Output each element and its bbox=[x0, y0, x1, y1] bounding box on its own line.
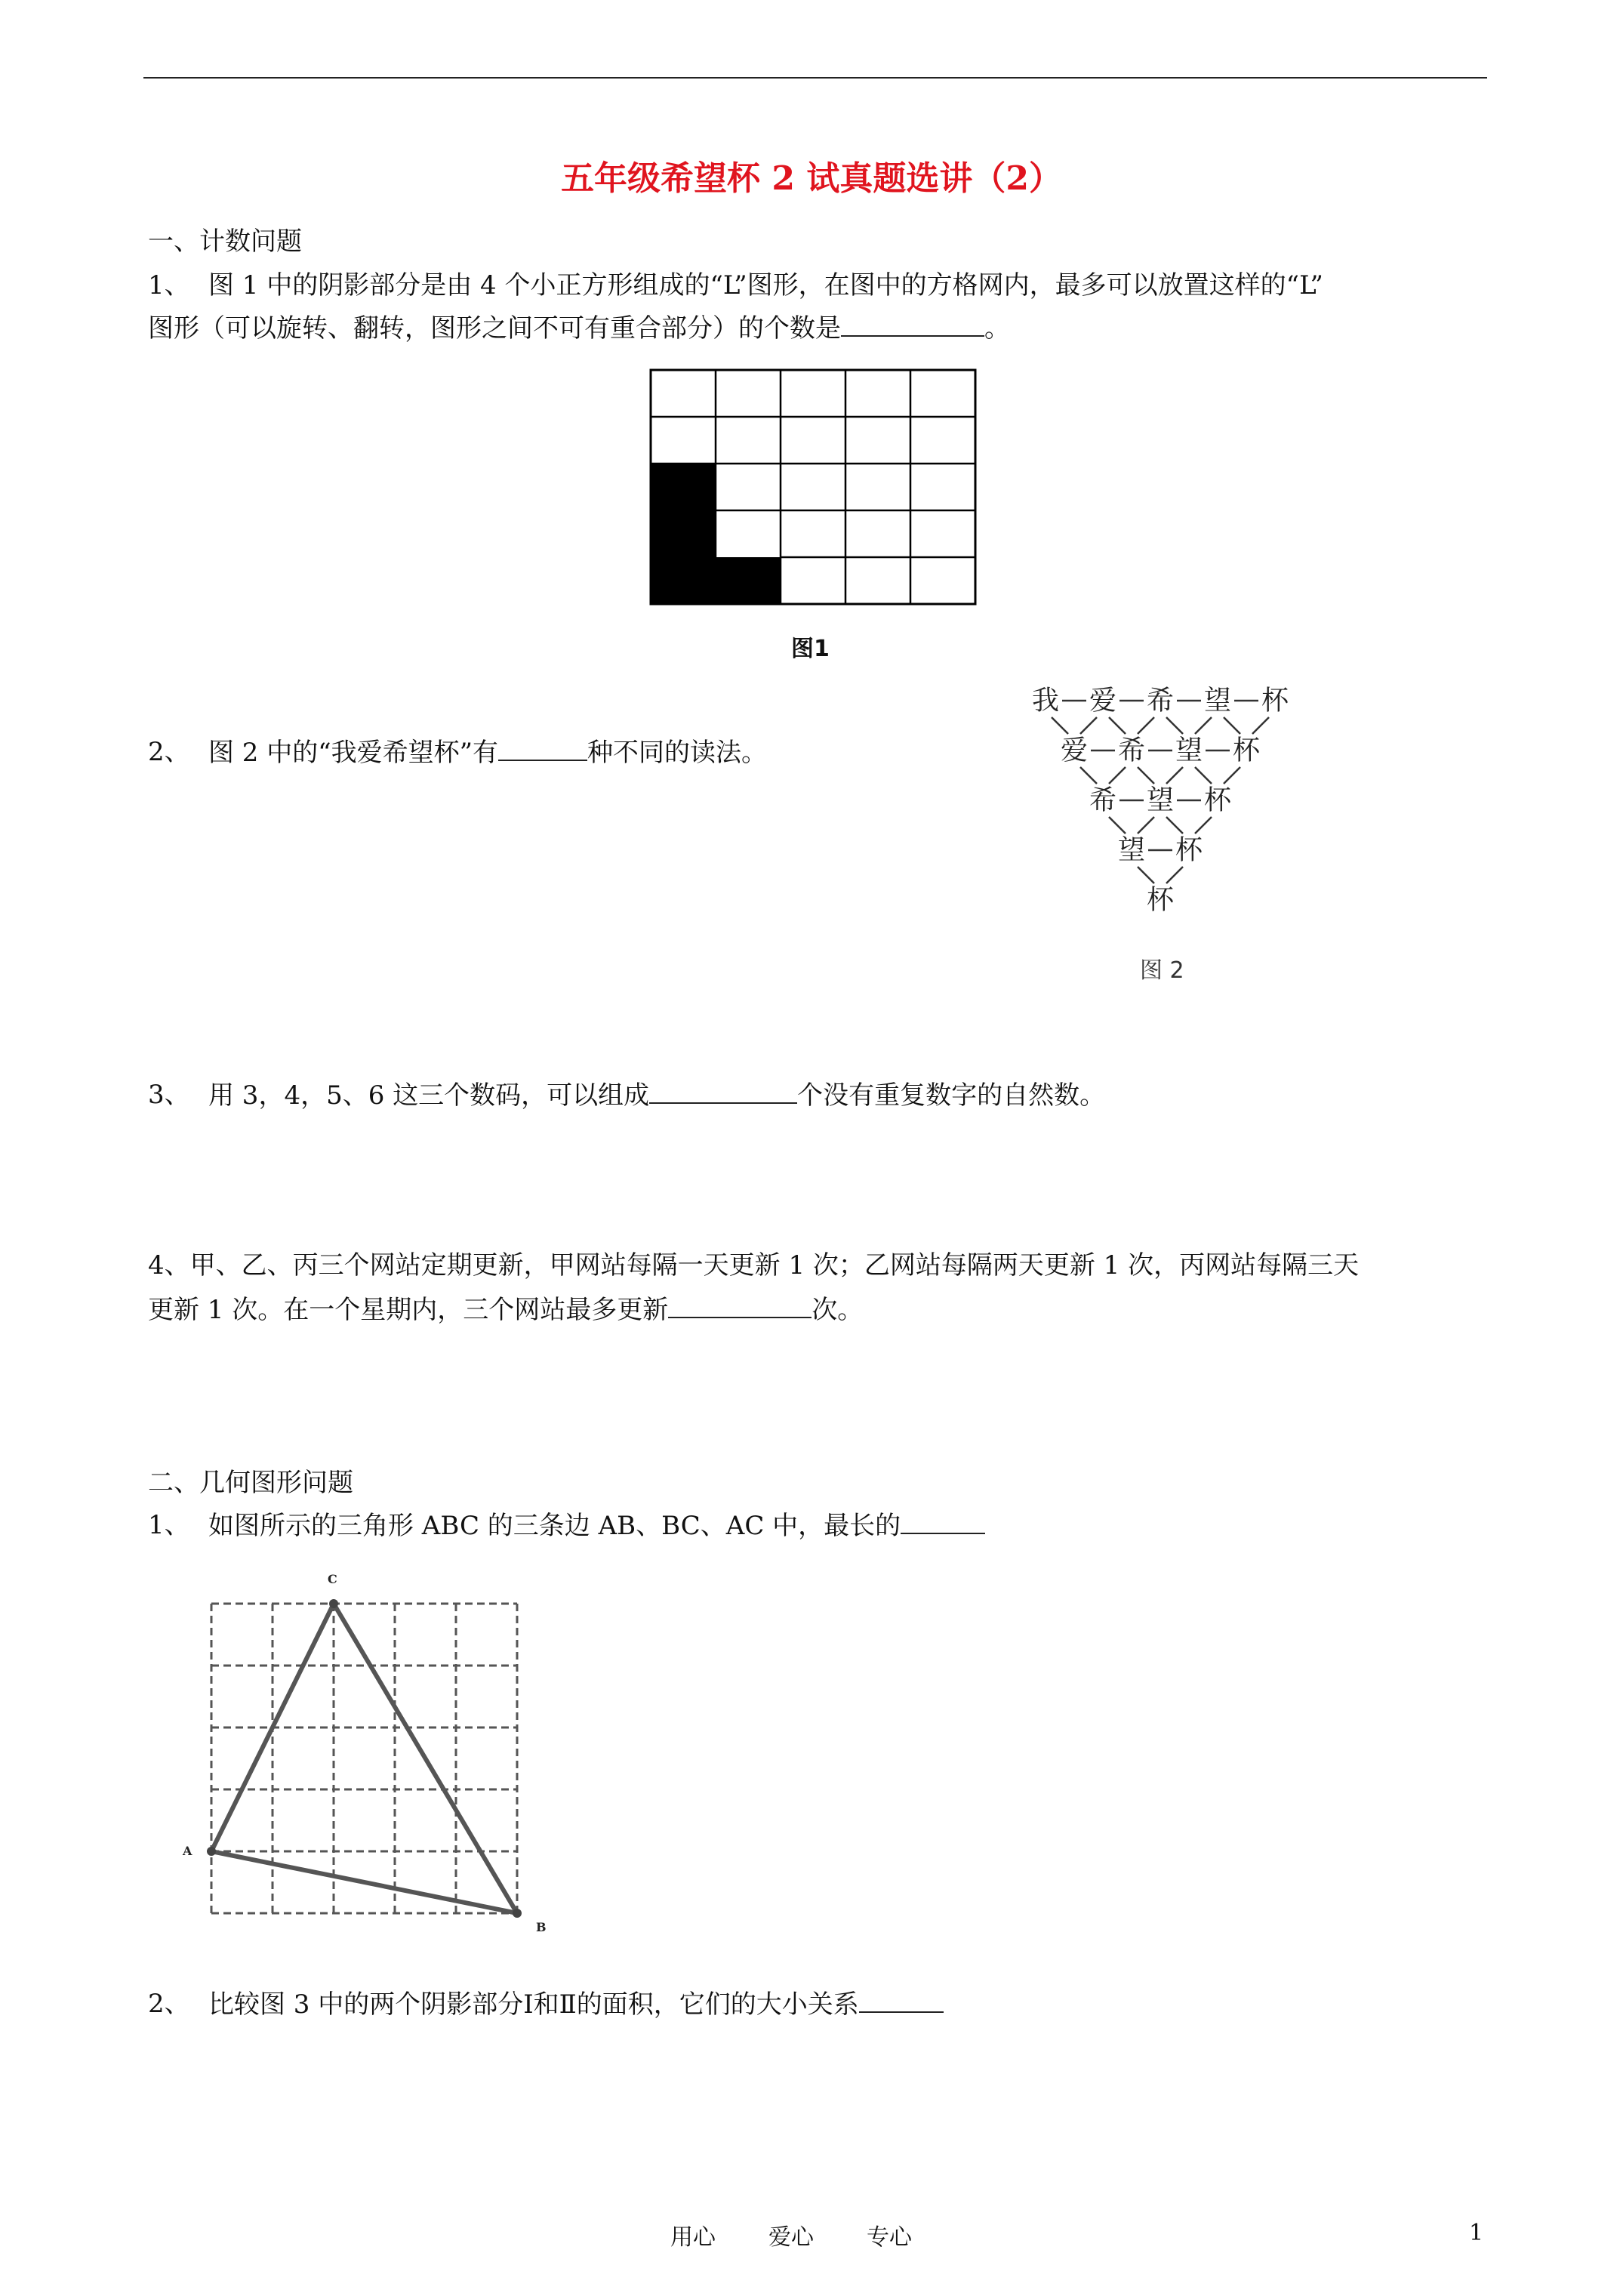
triangle-connector bbox=[1138, 817, 1154, 834]
figure2-caption: 图 2 bbox=[1140, 957, 1184, 984]
g1-number: 1、 bbox=[148, 1510, 190, 1540]
triangle-connector bbox=[1052, 717, 1068, 734]
q1-line2-end: 。 bbox=[984, 313, 1010, 344]
q3-text-before: 用 3，4，5、6 这三个数码，可以组成 bbox=[208, 1080, 650, 1111]
triangle-char: 杯 bbox=[1232, 735, 1261, 766]
triangle-connector bbox=[1224, 767, 1240, 784]
triangle-char: 望 bbox=[1203, 685, 1232, 717]
triangle-connector bbox=[1166, 767, 1183, 784]
footer-item-2: 爱心 bbox=[768, 2224, 814, 2251]
page-title: 五年级希望杯 2 试真题选讲（2） bbox=[561, 159, 1062, 198]
triangle-char: 望 bbox=[1117, 834, 1146, 866]
triangle-char: 杯 bbox=[1175, 834, 1203, 866]
triangle-connector bbox=[1252, 717, 1269, 734]
q1-line2-text: 图形（可以旋转、翻转，图形之间不可有重合部分）的个数是 bbox=[148, 313, 841, 344]
triangle-char: 希 bbox=[1089, 784, 1117, 816]
triangle-connector bbox=[1109, 817, 1126, 834]
triangle-char: 爱 bbox=[1089, 685, 1117, 717]
q1-number: 1、 bbox=[148, 270, 190, 300]
q4-answer-blank[interactable] bbox=[668, 1291, 812, 1318]
figure2-triangle bbox=[1023, 672, 1325, 929]
q3-text-after: 个没有重复数字的自然数。 bbox=[797, 1080, 1106, 1111]
triangle-char: 杯 bbox=[1146, 884, 1175, 916]
g1-text-body: 如图所示的三角形 ABC 的三条边 AB、BC、AC 中，最长的 bbox=[208, 1511, 901, 1541]
triangle-abc bbox=[211, 1604, 517, 1913]
triangle-connector bbox=[1195, 717, 1212, 734]
triangle-connector bbox=[1166, 717, 1183, 734]
g2-number: 2、 bbox=[148, 1989, 190, 2019]
figure1-grid bbox=[649, 368, 980, 609]
triangle-connector bbox=[1109, 717, 1126, 734]
g2-answer-blank[interactable] bbox=[859, 1986, 944, 2013]
footer-item-3: 专心 bbox=[867, 2224, 912, 2251]
triangle-connector bbox=[1138, 717, 1154, 734]
vertex-c-label: C bbox=[328, 1572, 337, 1586]
q2-text-before: 图 2 中的“我爱希望杯”有 bbox=[208, 738, 499, 768]
g2-text bbox=[208, 1986, 944, 2023]
section-counting-heading: 一、计数问题 bbox=[148, 227, 302, 257]
triangle-connector bbox=[1166, 867, 1183, 883]
triangle-connector bbox=[1166, 817, 1183, 834]
triangle-char: 杯 bbox=[1203, 784, 1232, 816]
triangle-char: 希 bbox=[1146, 685, 1175, 717]
triangle-connector bbox=[1195, 817, 1212, 834]
section-geometry-heading: 二、几何图形问题 bbox=[148, 1468, 353, 1498]
q2-answer-blank[interactable] bbox=[498, 734, 587, 761]
page-number: 1 bbox=[1469, 2220, 1484, 2246]
footer-item-1: 用心 bbox=[670, 2224, 716, 2251]
triangle-char: 杯 bbox=[1261, 685, 1289, 717]
q4-line2-end: 次。 bbox=[812, 1295, 864, 1325]
triangle-connector bbox=[1080, 767, 1097, 784]
q4-line2 bbox=[148, 1291, 863, 1328]
triangle-connector bbox=[1109, 767, 1126, 784]
triangle-abc-figure bbox=[166, 1563, 574, 1940]
triangle-char: 望 bbox=[1146, 784, 1175, 816]
q3-number: 3、 bbox=[148, 1080, 190, 1110]
triangle-char: 爱 bbox=[1060, 735, 1089, 766]
triangle-connector bbox=[1138, 767, 1154, 784]
triangle-char: 希 bbox=[1117, 735, 1146, 766]
q1-line2 bbox=[148, 310, 1010, 347]
q3-text bbox=[208, 1077, 1105, 1114]
q2-text-after: 种不同的读法。 bbox=[587, 738, 768, 768]
q2-number: 2、 bbox=[148, 737, 190, 767]
q1-line1: 图 1 中的阴影部分是由 4 个小正方形组成的“L”图形，在图中的方格网内，最多可以放置这样的“L” bbox=[208, 270, 1323, 300]
triangle-char: 望 bbox=[1175, 735, 1203, 766]
vertex-b-label: B bbox=[536, 1920, 547, 1934]
g2-text-body: 比较图 3 中的两个阴影部分Ⅰ和Ⅱ的面积，它们的大小关系 bbox=[208, 1989, 859, 2020]
triangle-char: 我 bbox=[1031, 685, 1060, 717]
triangle-connector bbox=[1224, 717, 1240, 734]
q3-answer-blank[interactable] bbox=[649, 1077, 797, 1104]
g1-answer-blank[interactable] bbox=[901, 1507, 985, 1534]
q1-answer-blank[interactable] bbox=[841, 310, 984, 337]
triangle-connector bbox=[1138, 867, 1154, 883]
q4-line1: 4、甲、乙、丙三个网站定期更新，甲网站每隔一天更新 1 次；乙网站每隔两天更新 1 次，丙网站每隔三天 bbox=[148, 1250, 1360, 1281]
g1-text bbox=[208, 1507, 985, 1544]
figure1-caption: 图1 bbox=[791, 636, 830, 662]
triangle-connector bbox=[1080, 717, 1097, 734]
triangle-connector bbox=[1195, 767, 1212, 784]
header-rule bbox=[143, 77, 1487, 79]
q4-line2-text: 更新 1 次。在一个星期内，三个网站最多更新 bbox=[148, 1295, 669, 1325]
q2-text bbox=[208, 734, 767, 771]
vertex-a-label: A bbox=[183, 1844, 192, 1858]
